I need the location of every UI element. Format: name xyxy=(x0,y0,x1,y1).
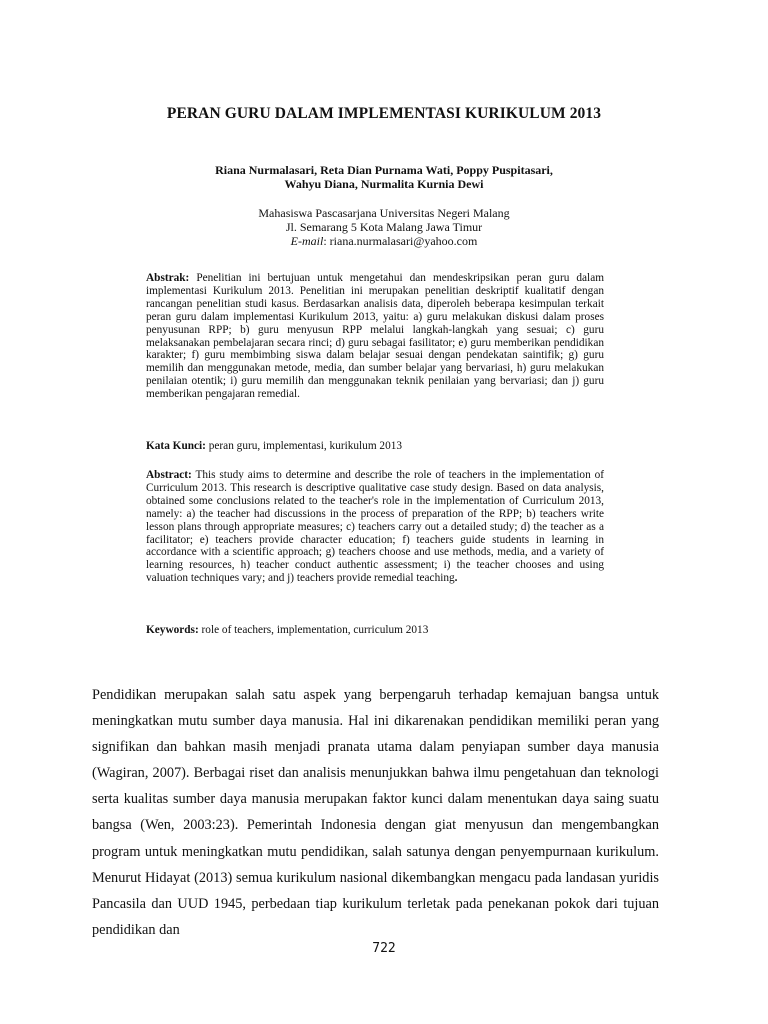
author-list xyxy=(0,163,768,191)
kata-kunci-label: Kata Kunci: xyxy=(146,440,206,452)
address: Jl. Semarang 5 Kota Malang Jawa Timur xyxy=(285,220,483,234)
kata-kunci-text: peran guru, implementasi, kurikulum 2013 xyxy=(205,440,403,452)
email-label: E-mail xyxy=(290,234,324,248)
abstrak-label: Abstrak: xyxy=(146,272,190,284)
institution: Mahasiswa Pascasarjana Universitas Negeri Malang xyxy=(258,206,510,220)
abstract-label: Abstract: xyxy=(146,469,192,481)
page-number: 722 xyxy=(372,941,396,956)
email-address: : riana.nurmalasari@yahoo.com xyxy=(323,234,478,248)
keywords-paragraph xyxy=(146,624,604,637)
kata-kunci-paragraph xyxy=(146,440,604,453)
affiliation xyxy=(0,206,768,248)
body-paragraph: Pendidikan merupakan salah satu aspek yang berpengaruh terhadap kemajuan bangsa untuk meningkatkan mutu sumber daya manusia. Hal ini dikarenakan pendidikan memiliki peran yang signifikan dan bahkan masih menjadi pranata utama dalam penyiapan sumber daya manusia (Wagiran, 2007). Berbagai riset dan analisis menunjukkan bahwa ilmu pengetahuan dan teknologi serta kualitas sumber daya manusia merupakan faktor kunci dalam menentukan daya saing suatu bangsa (Wen, 2003:23). Pemerintah Indonesia dengan giat menyusun dan mengembangkan program untuk meningkatkan mutu pendidikan, salah satunya dengan penyempurnaan kurikulum. Menurut Hidayat (2013) semua kurikulum nasional dikembangkan mengacu pada landasan yuridis Pancasila dan UUD 1945, perbedaan tiap kurikulum terletak pada penekanan pokok dari tujuan pendidikan dan xyxy=(92,687,659,938)
abstrak-text: Penelitian ini bertujuan untuk mengetahui dan mendeskripsikan peran guru dalam implementasi Kurikulum 2013. Penelitian ini merupakan penelitian deskriptif kualitatif dengan rancangan penelitian studi kasus. Berdasarkan analisis data, diperoleh beberapa kesimpulan terkait peran guru dalam implementasi Kurikulum 2013, yaitu: a) guru melakukan diskusi dalam proses penyusunan RPP; b) guru menyusun RPP melalui langkah-langkah yang sesuai; c) guru melaksanakan pembelajaran secara rinci; d) guru sebagai fasilitator; e) guru memberikan pendidikan karakter; f) guru membimbing siswa dalam belajar sesuai dengan pendekatan saintifik; g) guru memilih dan menggunakan metode, media, dan sumber belajar yang bervariasi, h) guru melakukan penilaian otentik; i) guru memilih dan menggunakan teknik penilaian yang bervariasi; dan j) guru memberikan pengajaran remedial. xyxy=(146,272,604,401)
paper-title: PERAN GURU DALAM IMPLEMENTASI KURIKULUM 2013 xyxy=(166,105,602,122)
abstract-text: This study aims to determine and describe the role of teachers in the implementation of Curriculum 2013. This research is descriptive qualitative case study design. Based on data analysis, obtained some conclusions related to the teacher's role in the implementation of Curriculum 2013, namely: a) the teacher had discussions in the process of preparation of the RPP; b) teachers write lesson plans through appropriate measures; c) teachers carry out a detailed study; d) the teacher as a facilitator; e) teachers provide character education; f) teachers guide students in learning in accordance with a scientific approach; g) teachers choose and use methods, media, and a variety of learning resources, h) teacher conduct authentic assessment; i) the teacher chooses and using valuation techniques vary; and j) teachers provide remedial teaching xyxy=(146,469,604,585)
abstrak-paragraph xyxy=(146,272,604,401)
email-line xyxy=(0,234,768,248)
keywords-text: role of teachers, implementation, curriculum 2013 xyxy=(198,624,429,636)
abstract-end-mark: . xyxy=(454,572,458,585)
author-line-1: Riana Nurmalasari, Reta Dian Purnama Wati, Poppy Puspitasari, xyxy=(215,163,553,177)
keywords-label: Keywords: xyxy=(146,624,199,636)
abstract-paragraph xyxy=(146,469,604,585)
author-line-2: Wahyu Diana, Nurmalita Kurnia Dewi xyxy=(284,177,484,191)
